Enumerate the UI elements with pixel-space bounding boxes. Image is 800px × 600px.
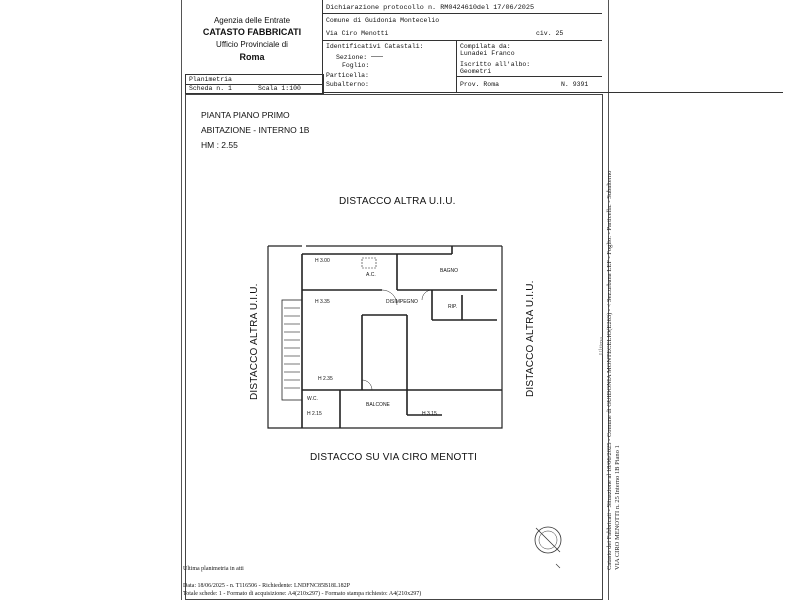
agency-name: Agenzia delle Entrate	[213, 16, 291, 25]
side-address-text: VIA CIRO MENOTTI n. 25 Interno 1B Piano 1	[614, 445, 621, 570]
room-ac: A.C.	[366, 272, 376, 278]
foglio-label: Foglio:	[342, 62, 370, 69]
room-height-300: H 3.00	[315, 258, 330, 264]
comune-text: Comune di Guidonia Montecelio	[326, 17, 440, 24]
compilatore-name: Lunadei Franco	[460, 50, 515, 57]
room-rip: RIP.	[448, 304, 458, 310]
iscritto-label: Iscritto all'albo:	[460, 61, 531, 68]
ufficio-label: Ufficio Provinciale di	[216, 40, 288, 49]
sezione-label: Sezione:	[336, 54, 368, 61]
identificativi-label: Identificativi Catastali:	[326, 43, 424, 50]
room-height-235: H 2.35	[318, 376, 333, 382]
numero-albo: N. 9391	[561, 81, 589, 88]
particella-label: Particella:	[326, 72, 369, 79]
ultima-planimetria: Ultima planimetria in atti	[183, 566, 244, 572]
scheda-box	[185, 74, 324, 94]
left-distance-label: DISTACCO ALTRA U.I.U.	[249, 283, 260, 400]
right-distance-label: DISTACCO ALTRA U.I.U.	[525, 280, 536, 397]
planimetria-label: Planimetria	[189, 76, 232, 83]
scala-label: Scala 1:100	[258, 85, 301, 92]
north-arrow-icon	[528, 512, 568, 572]
room-height-215: H 2.15	[307, 411, 322, 417]
scheda-number: Scheda n. 1	[189, 85, 232, 92]
top-distance-label: DISTACCO ALTRA U.I.U.	[339, 196, 456, 207]
side-situazione-text: Catasto dei Fabbricati - Situazione al 18/06/2025 - Comune di GUIDONIA MONTECELIO(E263) - < Sez.urbana LEF - Foglio: - Particella: - Subalterno	[606, 170, 613, 570]
plan-title: PIANTA PIANO PRIMO	[201, 110, 290, 120]
room-balcone: BALCONE	[366, 402, 390, 408]
document-page	[181, 0, 621, 600]
plan-height: HM : 2.55	[201, 140, 238, 150]
provincia-text: Prov. Roma	[460, 81, 500, 88]
request-data: Data: 18/06/2025 - n. T116506 - Richiedente: LNDFNC85B18L182P	[183, 583, 350, 589]
catasto-title: CATASTO FABBRICATI	[202, 27, 302, 37]
albo-name: Geometri	[460, 68, 492, 75]
room-wc: W.C.	[307, 396, 318, 402]
city-name: Roma	[239, 52, 265, 62]
bottom-distance-label: DISTACCO SU VIA CIRO MENOTTI	[310, 452, 478, 463]
side-stamp-text: Ultima	[598, 336, 605, 355]
floor-plan	[262, 240, 532, 430]
civico-text: civ. 25	[536, 30, 564, 37]
via-text: Via Ciro Menotti	[326, 30, 389, 37]
subalterno-label: Subalterno:	[326, 81, 369, 88]
room-height-315: H 3.15	[422, 411, 437, 417]
dichiarazione-text: Dichiarazione protocollo n. RM0424610del 17/06/2025	[326, 4, 535, 12]
room-disimpegno: DISIMPEGNO	[386, 299, 418, 305]
declaration-box	[322, 0, 783, 93]
room-bagno: BAGNO	[440, 268, 459, 274]
scheda-formato: Totale schede: 1 - Formato di acquisizione: A4(210x297) - Formato stampa richiesto: A4(210x297)	[183, 591, 422, 597]
agency-header	[182, 0, 322, 74]
compilata-label: Compilata da:	[460, 43, 511, 50]
plan-subtitle: ABITAZIONE - INTERNO 1B	[201, 125, 310, 135]
room-height-335: H 3.35	[315, 299, 330, 305]
